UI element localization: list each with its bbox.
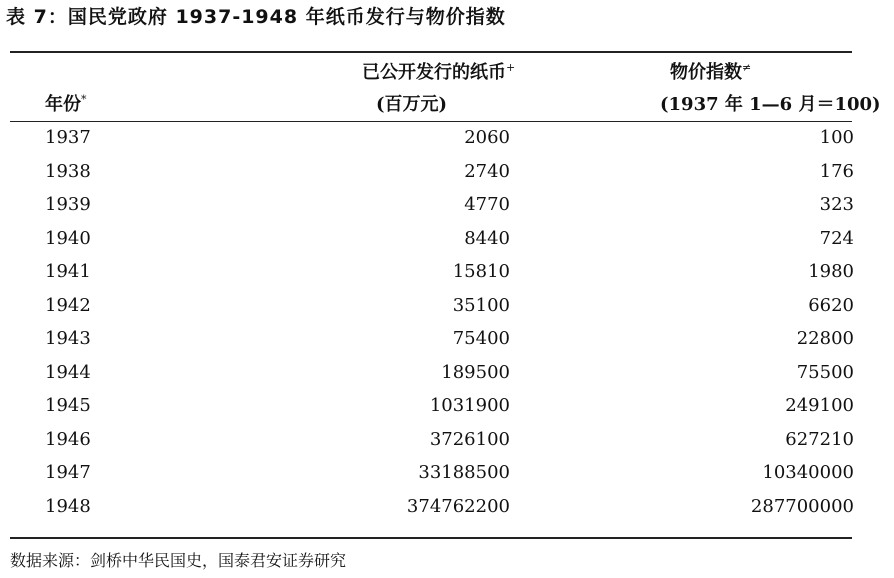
notes-cell: 189500 bbox=[441, 361, 510, 383]
notes-cell: 15810 bbox=[452, 261, 510, 282]
year-cell: 1943 bbox=[45, 328, 91, 349]
notes-cell: 75400 bbox=[452, 328, 510, 349]
notes-cell: 3726100 bbox=[429, 428, 510, 450]
notes-cell: 33188500 bbox=[418, 462, 510, 483]
table-row bbox=[0, 123, 894, 156]
notes-cell: 35100 bbox=[452, 294, 510, 316]
price-index-cell: 323 bbox=[819, 194, 854, 215]
table-row bbox=[0, 458, 894, 491]
table-row bbox=[0, 492, 894, 525]
year-cell: 1946 bbox=[45, 428, 91, 450]
header-price-title bbox=[670, 58, 751, 84]
table-caption: 表 7：国民党政府 1937-1948 年纸币发行与物价指数 bbox=[6, 6, 506, 28]
table-row bbox=[0, 257, 894, 290]
year-cell: 1938 bbox=[45, 160, 91, 182]
table-row bbox=[0, 425, 894, 458]
price-index-cell: 75500 bbox=[796, 361, 854, 383]
notes-cell: 4770 bbox=[464, 194, 510, 215]
year-cell: 1937 bbox=[45, 127, 91, 148]
notes-cell: 2060 bbox=[464, 127, 510, 148]
price-index-cell: 6620 bbox=[808, 294, 854, 316]
table-row bbox=[0, 324, 894, 357]
header-rule bbox=[10, 121, 852, 122]
table-row bbox=[0, 190, 894, 223]
price-index-cell: 724 bbox=[819, 227, 854, 249]
price-index-cell: 22800 bbox=[796, 328, 854, 349]
price-index-cell: 176 bbox=[819, 160, 854, 182]
year-cell: 1947 bbox=[45, 462, 91, 483]
price-index-cell: 627210 bbox=[785, 428, 854, 450]
table-row bbox=[0, 358, 894, 391]
header-notes-label: 已公开发行的纸币 bbox=[362, 62, 506, 83]
header-notes-unit: (百万元) bbox=[376, 94, 448, 115]
table-row bbox=[0, 157, 894, 190]
year-cell: 1944 bbox=[45, 361, 91, 383]
price-index-cell: 249100 bbox=[785, 395, 854, 416]
notes-cell: 1031900 bbox=[429, 395, 510, 416]
year-cell: 1939 bbox=[45, 194, 91, 215]
price-index-cell: 287700000 bbox=[750, 495, 854, 517]
table-row bbox=[0, 391, 894, 424]
bottom-rule bbox=[10, 537, 852, 539]
notes-cell: 2740 bbox=[464, 160, 510, 182]
price-index-cell: 1980 bbox=[808, 261, 854, 282]
price-index-cell: 10340000 bbox=[762, 462, 854, 483]
notes-cell: 374762200 bbox=[406, 495, 510, 517]
price-index-cell: 100 bbox=[819, 127, 854, 148]
header-year bbox=[45, 90, 87, 116]
header-price-unit: (1937 年 1—6 月＝100) bbox=[660, 94, 881, 115]
header-notes-mark: + bbox=[506, 61, 516, 74]
header-year-label: 年份 bbox=[45, 94, 81, 115]
top-rule bbox=[10, 51, 852, 53]
year-cell: 1940 bbox=[45, 227, 91, 249]
header-year-mark: * bbox=[81, 93, 87, 106]
year-cell: 1942 bbox=[45, 294, 91, 316]
year-cell: 1945 bbox=[45, 395, 91, 416]
source-note: 数据来源：剑桥中华民国史，国泰君安证券研究 bbox=[10, 551, 347, 570]
header-price-mark: ≠ bbox=[742, 61, 752, 74]
header-price-label: 物价指数 bbox=[670, 62, 742, 83]
table-row bbox=[0, 224, 894, 257]
year-cell: 1948 bbox=[45, 495, 91, 517]
year-cell: 1941 bbox=[45, 261, 91, 282]
table-row bbox=[0, 291, 894, 324]
header-notes-title bbox=[362, 58, 515, 84]
notes-cell: 8440 bbox=[464, 227, 510, 249]
